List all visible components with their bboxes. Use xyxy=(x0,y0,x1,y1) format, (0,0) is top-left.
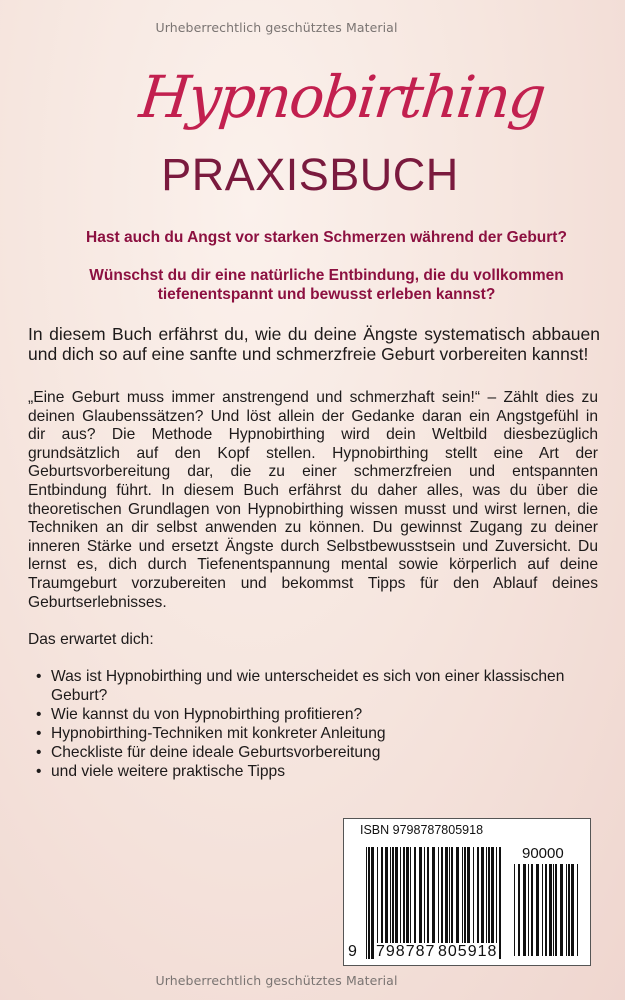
text-line: deinen Glaubenssätzen? Und löst allein der Gedanke daran ein Angstgefühl in xyxy=(28,407,598,425)
barcode-bar xyxy=(514,864,515,956)
barcode-bar xyxy=(531,864,533,956)
barcode-bar xyxy=(366,847,367,959)
isbn-barcode xyxy=(343,818,591,966)
list-item-text: Wie kannst du von Hypnobirthing profitieren? xyxy=(51,706,363,723)
text-line: In diesem Buch erfährst du, wie du deine Ängste systematisch abbauen xyxy=(28,324,600,344)
barcode-bar xyxy=(523,864,526,956)
question-line: Wünschst du dir eine natürliche Entbindung, die du vollkommen xyxy=(89,267,564,284)
barcode-bar xyxy=(499,847,501,959)
bullet-icon: • xyxy=(36,706,42,723)
list-item xyxy=(36,762,596,781)
question-1 xyxy=(14,228,625,247)
text-line: theoretischen Grundlagen von Hypnobirthing wissen musst und wirst lernen, die xyxy=(28,500,598,518)
list-item xyxy=(36,743,596,762)
barcode-bar xyxy=(536,864,539,956)
price-addon-code: 90000 xyxy=(522,845,564,862)
text-line: Geburtsvorbereitung dar, die zu einer schmerzfreien und entspannten xyxy=(28,463,598,481)
barcode-bar xyxy=(560,864,563,956)
text-line: dir aus? Die Methode Hypnobirthing wird dein Weltbild diesbezüglich xyxy=(28,426,598,444)
barcode-bar xyxy=(571,864,574,956)
barcode-bar xyxy=(566,864,567,956)
list-item-text: Was ist Hypnobirthing und wie unterscheidet es sich von einer klassischen xyxy=(51,668,565,685)
copyright-watermark-top: Urheberrechtlich geschütztes Material xyxy=(155,20,398,35)
list-item xyxy=(36,667,596,705)
barcode-digit-first: 9 xyxy=(348,943,358,960)
text-line: „Eine Geburt muss immer anstrengend und schmerzhaft sein!“ – Zählt dies zu xyxy=(28,389,598,406)
barcode-bar xyxy=(518,864,520,956)
text-line: inneren Stärke und ersetzt Ängste durch Selbstbewusstsein und Zuversicht. Du xyxy=(28,537,598,555)
list-item xyxy=(36,724,596,743)
bullet-icon: • xyxy=(36,763,42,780)
list-lead: Das erwartet dich: xyxy=(28,631,154,648)
barcode-bars-addon xyxy=(514,864,582,956)
text-line: Traumgeburt vorzubereiten und bekommst Tipps für den Ablauf deines xyxy=(28,574,598,592)
isbn-label: ISBN 9798787805918 xyxy=(360,823,484,837)
barcode-bar xyxy=(549,864,552,956)
intro-paragraph xyxy=(28,324,600,364)
barcode-bar xyxy=(577,864,578,956)
list-item xyxy=(36,705,596,724)
barcode-digits-group2: 805918 xyxy=(438,943,498,960)
question-line: tiefenentspannt und bewusst erleben kannst? xyxy=(157,286,496,303)
question-line: Hast auch du Angst vor starken Schmerzen während der Geburt? xyxy=(86,229,567,246)
text-line: lernst es, dich durch Tiefenentspannung mental sowie körperlich auf deine xyxy=(28,556,598,574)
barcode-bar xyxy=(545,864,547,956)
text-line: grundsätzlich auf den Kopf stellen. Hypnobirthing stellt eine Art der xyxy=(28,444,598,462)
barcode-bar xyxy=(368,847,370,959)
text-line: Techniken an dir selbst anwenden zu können. Du gewinnst Zugang zu deiner xyxy=(28,519,598,537)
title-script: Hypnobirthing xyxy=(136,63,548,131)
text-line: Geburtserlebnisses. xyxy=(28,593,167,611)
description-paragraph xyxy=(28,389,598,612)
barcode-bar xyxy=(553,864,554,956)
text-line: und dich so auf eine sanfte und schmerzfreie Geburt vorbereiten kannst! xyxy=(28,344,589,364)
feature-list xyxy=(36,667,596,781)
bullet-icon: • xyxy=(36,725,42,742)
barcode-bar xyxy=(528,864,529,956)
barcode-digits-group1: 798787 xyxy=(376,943,436,960)
bullet-icon: • xyxy=(36,744,42,761)
list-item-text: Geburt? xyxy=(51,687,108,704)
barcode-bar xyxy=(555,864,557,956)
list-item-text: und viele weitere praktische Tipps xyxy=(51,763,286,780)
bullet-icon: • xyxy=(36,668,42,685)
barcode-bar xyxy=(542,864,543,956)
list-item-text: Hypnobirthing-Techniken mit konkreter Anleitung xyxy=(51,725,386,742)
copyright-watermark-bottom: Urheberrechtlich geschütztes Material xyxy=(155,973,398,988)
barcode-bar xyxy=(371,847,374,959)
text-line: Entbindung führt. In diesem Buch erfährst du daher alles, was du über die xyxy=(28,481,598,499)
question-2 xyxy=(14,266,625,304)
title-subtitle: PRAXISBUCH xyxy=(161,149,459,200)
list-item-text: Checkliste für deine ideale Geburtsvorbereitung xyxy=(51,744,381,761)
barcode-bar xyxy=(568,864,570,956)
